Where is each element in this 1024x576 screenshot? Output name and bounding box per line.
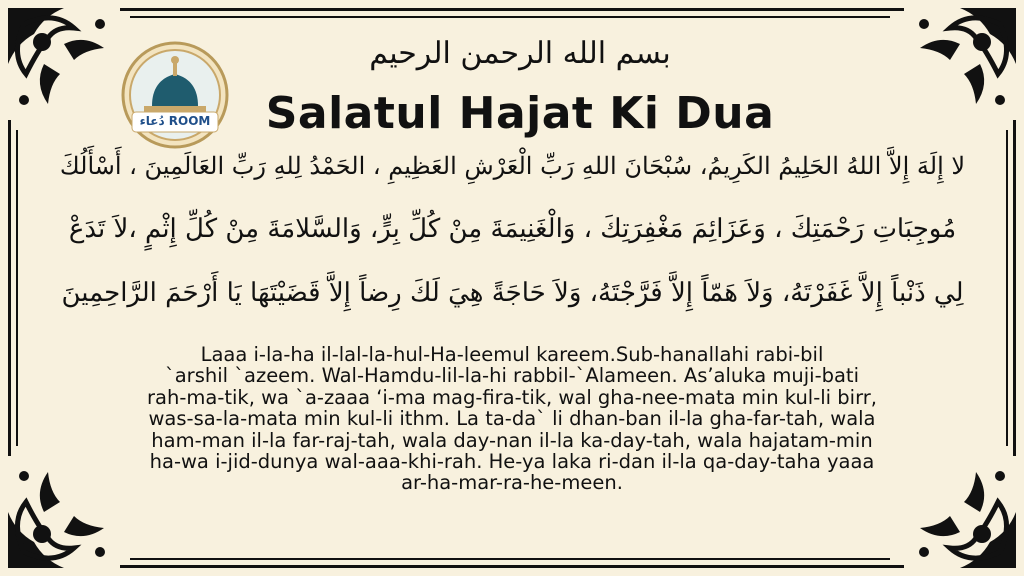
top-border	[120, 8, 904, 11]
bottom-border	[120, 565, 904, 568]
right-border	[1013, 120, 1016, 456]
transliteration-line: was-sa-la-mata min kul-li ithm. La ta-da` li dhan-ban il-la gha-far-tah, wala	[148, 407, 876, 431]
right-border-inner	[1006, 130, 1008, 446]
arabic-line-2: مُوجِبَاتِ رَحْمَتِكَ ، وَعَزَائِمَ مَغْفِرَتِكَ ، وَالْغَنِيمَةَ مِنْ كُلِّ بِرٍّ، وَالسَّلامَةَ مِنْ كُلِّ إِثْمٍ ،لاَ تَدَعْ	[68, 214, 957, 244]
logo	[120, 40, 230, 150]
arabic-line-3: لِي ذَنْباً إِلاَّ غَفَرْتَهُ، وَلاَ هَمّاً إِلاَّ فَرَّجْتَهُ، وَلاَ حَاجَةً هِيَ لَكَ رِضاً إِلاَّ قَضَيْتَهَا يَا أَرْحَمَ الرَّاحِمِينَ	[61, 278, 964, 308]
transliteration-line: ha-wa i-jid-dunya wal-aaa-khi-rah. He-ya laka ri-dan il-la qa-day-taha yaaa	[149, 450, 875, 474]
page-title: Salatul Hajat Ki Dua	[265, 88, 775, 139]
transliteration-line: rah-ma-tik, wa `a-zaaa ‘i-ma mag-fira-tik, wal gha-nee-mata min kul-li birr,	[147, 385, 877, 409]
transliteration-line: `arshil `azeem. Wal-Hamdu-lil-la-hi rabbil-`Alameen. As’aluka muji-bati	[164, 364, 859, 388]
left-border	[8, 120, 11, 456]
logo-text: دُعاء ROOM	[139, 114, 211, 128]
transliteration-line: Laaa i-la-ha il-lal-la-hul-Ha-leemul kareem.Sub-hanallahi rabi-bil	[200, 343, 824, 366]
transliteration	[90, 344, 934, 494]
arabic-line-1: لا إِلَهَ إِلاَّ اللهُ الحَلِيمُ الكَرِيمُ، سُبْحَانَ اللهِ رَبِّ الْعَرْشِ العَظِيمِ ، الحَمْدُ لِلهِ رَبِّ العَالَمِينَ ، أَسْأَلُكَ	[59, 152, 966, 180]
top-border-inner	[130, 16, 890, 18]
left-border-inner	[16, 130, 18, 446]
bismillah: بسم الله الرحمن الرحيم	[369, 36, 671, 71]
mosque-dome-icon	[120, 40, 230, 150]
bottom-border-inner	[130, 558, 890, 560]
transliteration-line: ham-man il-la far-raj-tah, wala day-nan il-la ka-day-tah, wala hajatam-min	[151, 428, 873, 452]
corner-ornament-top-left	[4, 4, 124, 124]
transliteration-line: ar-ha-mar-ra-he-meen.	[401, 471, 623, 495]
corner-ornament-top-right	[900, 4, 1020, 124]
